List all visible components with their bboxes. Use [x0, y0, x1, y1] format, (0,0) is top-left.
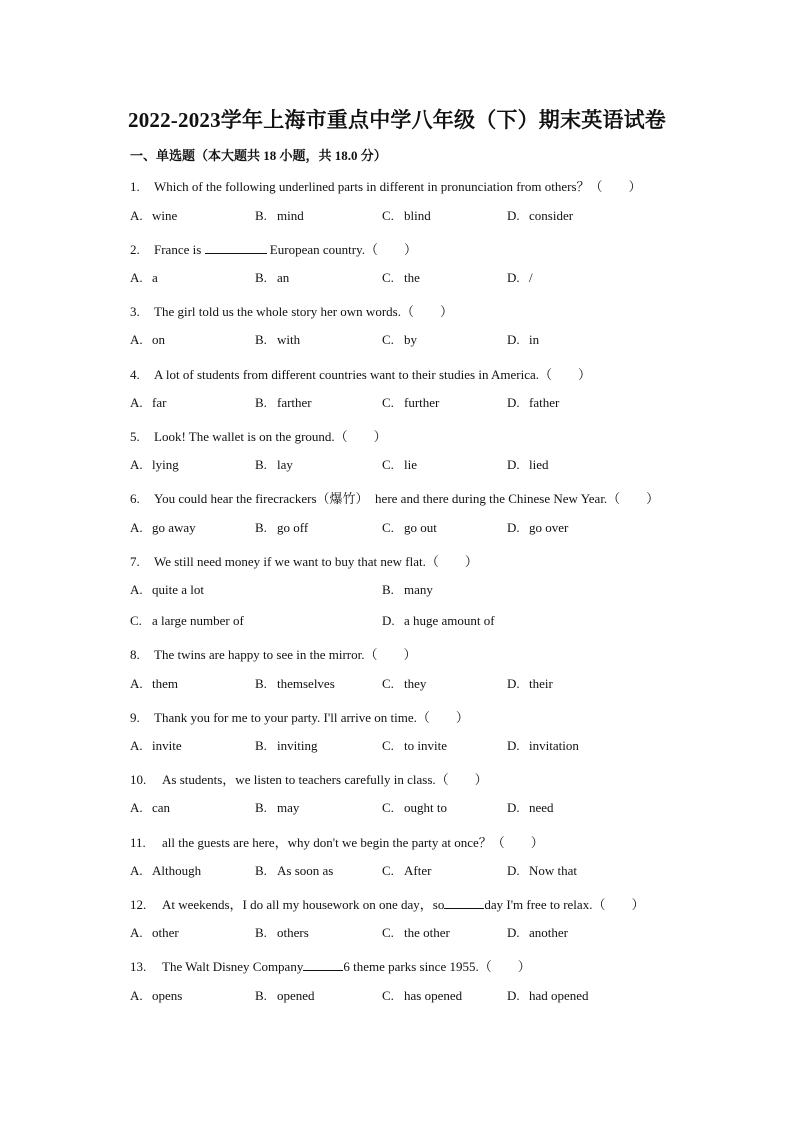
option-c	[382, 988, 462, 1004]
option-label: C.	[382, 988, 394, 1003]
option-label: C.	[382, 332, 394, 347]
option-label: A.	[130, 332, 143, 347]
option-label: A.	[130, 863, 143, 878]
option-label: D.	[507, 332, 520, 347]
question-number: 7.	[130, 554, 140, 569]
option-label: A.	[130, 395, 143, 410]
option-label: D.	[507, 520, 520, 535]
option-text: a large number of	[152, 613, 244, 628]
option-label: A.	[130, 208, 143, 223]
option-label: B.	[255, 395, 267, 410]
option-d	[507, 208, 573, 224]
question-text-after-blank: day I'm free to relax.（ ）	[484, 897, 645, 912]
option-label: B.	[255, 863, 267, 878]
option-label: C.	[382, 863, 394, 878]
option-text: lying	[152, 457, 179, 472]
option-text: an	[277, 270, 290, 285]
option-label: D.	[507, 676, 520, 691]
question-text: The twins are happy to see in the mirror.（ ）	[154, 647, 417, 662]
option-text: can	[152, 800, 171, 815]
question-text: Look! The wallet is on the ground.（ ）	[154, 429, 387, 444]
option-a	[130, 925, 179, 941]
option-text: many	[404, 582, 433, 597]
option-a	[130, 863, 201, 879]
option-text: inviting	[277, 738, 318, 753]
question-number: 9.	[130, 710, 140, 725]
question-text: We still need money if we want to buy that new flat.（ ）	[154, 554, 478, 569]
option-c	[382, 457, 417, 473]
option-label: D.	[507, 457, 520, 472]
question-text: You could hear the firecrackers（爆竹） here and there during the Chinese New Year.（ ）	[154, 491, 660, 506]
option-text: consider	[529, 208, 574, 223]
option-text: the other	[404, 925, 450, 940]
option-text: by	[404, 332, 417, 347]
question-text: all the guests are here，why don't we begin the party at once？（ ）	[162, 835, 544, 850]
option-text: a	[152, 270, 158, 285]
option-text: may	[277, 800, 300, 815]
question-number: 10.	[130, 772, 147, 787]
question-number: 13.	[130, 959, 147, 974]
option-c	[382, 208, 431, 224]
question-2	[130, 239, 417, 258]
question-11	[130, 832, 544, 851]
option-d	[382, 613, 495, 629]
question-4	[130, 364, 591, 383]
option-c	[382, 395, 439, 411]
question-8	[130, 644, 416, 663]
option-label: D.	[507, 925, 520, 940]
option-a	[130, 800, 170, 816]
option-text: them	[152, 676, 178, 691]
question-9	[130, 707, 469, 726]
option-label: D.	[382, 613, 395, 628]
option-label: C.	[382, 800, 394, 815]
option-label: B.	[382, 582, 394, 597]
option-text: had opened	[529, 988, 589, 1003]
option-d	[507, 395, 559, 411]
question-number: 5.	[130, 429, 140, 444]
option-text: with	[277, 332, 301, 347]
option-b	[255, 925, 309, 941]
option-text: need	[529, 800, 554, 815]
option-text: farther	[277, 395, 312, 410]
option-a	[130, 208, 177, 224]
section-heading: 一、单选题（本大题共 18 小题，共 18.0 分）	[130, 148, 387, 163]
option-text: other	[152, 925, 179, 940]
option-d	[507, 520, 568, 536]
option-c	[382, 520, 437, 536]
option-b	[382, 582, 433, 598]
question-number: 2.	[130, 242, 140, 257]
option-label: C.	[382, 457, 394, 472]
option-text: another	[529, 925, 568, 940]
option-c	[130, 613, 244, 629]
option-label: A.	[130, 582, 143, 597]
question-number: 3.	[130, 304, 140, 319]
option-b	[255, 395, 312, 411]
option-d	[507, 800, 554, 816]
option-c	[382, 800, 447, 816]
question-1	[130, 176, 642, 195]
option-label: D.	[507, 988, 520, 1003]
option-text: blind	[404, 208, 431, 223]
option-label: A.	[130, 457, 143, 472]
option-a	[130, 520, 196, 536]
option-text: invite	[152, 738, 182, 753]
question-number: 1.	[130, 179, 140, 194]
option-a	[130, 582, 204, 598]
option-text: go off	[277, 520, 309, 535]
option-text: go over	[529, 520, 569, 535]
option-text: on	[152, 332, 165, 347]
option-text: Although	[152, 863, 202, 878]
option-text: father	[529, 395, 560, 410]
option-text: others	[277, 925, 309, 940]
question-number: 12.	[130, 897, 147, 912]
option-text: quite a lot	[152, 582, 204, 597]
option-label: B.	[255, 925, 267, 940]
option-label: D.	[507, 208, 520, 223]
question-13	[130, 956, 531, 975]
question-text: As students，we listen to teachers carefully in class.（ ）	[162, 772, 488, 787]
question-text-before-blank: France is	[154, 242, 202, 257]
question-number: 6.	[130, 491, 140, 506]
option-label: B.	[255, 738, 267, 753]
option-label: D.	[507, 800, 520, 815]
option-text: mind	[277, 208, 304, 223]
question-text: Which of the following underlined parts in different in pronunciation from others？（ ）	[154, 179, 642, 194]
option-label: B.	[255, 676, 267, 691]
option-label: D.	[507, 395, 520, 410]
option-b	[255, 738, 317, 754]
option-text: they	[404, 676, 427, 691]
question-number: 8.	[130, 647, 140, 662]
question-text-before-blank: The Walt Disney Company	[162, 959, 304, 974]
question-number: 4.	[130, 367, 140, 382]
question-number: 11.	[130, 835, 146, 850]
question-text-before-blank: At weekends，I do all my housework on one day，so	[162, 897, 445, 912]
option-d	[507, 988, 589, 1004]
question-10	[130, 769, 488, 788]
option-text: lied	[529, 457, 549, 472]
question-12	[130, 894, 644, 913]
option-a	[130, 988, 182, 1004]
answer-blank	[303, 958, 343, 971]
question-7	[130, 551, 478, 570]
option-text: opened	[277, 988, 315, 1003]
question-text-after-blank: 6 theme parks since 1955.（ ）	[343, 959, 531, 974]
option-d	[507, 332, 539, 348]
option-text: in	[529, 332, 540, 347]
option-label: B.	[255, 520, 267, 535]
answer-blank	[444, 896, 484, 909]
option-label: A.	[130, 676, 143, 691]
option-text: Now that	[529, 863, 578, 878]
answer-blank	[205, 241, 267, 254]
question-3	[130, 301, 453, 320]
option-a	[130, 738, 182, 754]
option-label: C.	[382, 520, 394, 535]
option-label: B.	[255, 988, 267, 1003]
option-text: wine	[152, 208, 178, 223]
option-a	[130, 270, 158, 286]
option-b	[255, 332, 300, 348]
option-d	[507, 925, 568, 941]
option-label: A.	[130, 988, 143, 1003]
question-6	[130, 488, 659, 507]
option-text: a huge amount of	[404, 613, 495, 628]
option-text: to invite	[404, 738, 447, 753]
option-c	[382, 738, 447, 754]
option-label: C.	[130, 613, 142, 628]
page-title: 2022-2023学年上海市重点中学八年级（下）期末英语试卷	[128, 108, 666, 132]
question-text: The girl told us the whole story her own words.（ ）	[154, 304, 453, 319]
option-c	[382, 863, 431, 879]
option-d	[507, 863, 577, 879]
option-c	[382, 332, 417, 348]
option-label: C.	[382, 208, 394, 223]
option-d	[507, 676, 553, 692]
option-label: A.	[130, 800, 143, 815]
option-a	[130, 676, 178, 692]
option-text: further	[404, 395, 440, 410]
option-text: the	[404, 270, 420, 285]
option-d	[507, 457, 549, 473]
option-label: C.	[382, 676, 394, 691]
option-c	[382, 270, 420, 286]
option-label: C.	[382, 270, 394, 285]
option-label: D.	[507, 738, 520, 753]
option-label: A.	[130, 738, 143, 753]
question-text: A lot of students from different countries want to their studies in America.（ ）	[154, 367, 591, 382]
option-label: B.	[255, 208, 267, 223]
option-b	[255, 988, 315, 1004]
option-text: opens	[152, 988, 183, 1003]
option-text: themselves	[277, 676, 335, 691]
option-label: B.	[255, 800, 267, 815]
option-label: C.	[382, 395, 394, 410]
option-text: has opened	[404, 988, 463, 1003]
option-label: A.	[130, 270, 143, 285]
option-label: B.	[255, 332, 267, 347]
option-label: C.	[382, 925, 394, 940]
option-b	[255, 863, 333, 879]
option-text: /	[529, 270, 533, 285]
option-text: lie	[404, 457, 417, 472]
option-c	[382, 925, 450, 941]
option-b	[255, 457, 293, 473]
option-d	[507, 270, 533, 286]
option-b	[255, 520, 308, 536]
option-b	[255, 676, 335, 692]
option-text: go out	[404, 520, 437, 535]
question-5	[130, 426, 387, 445]
option-c	[382, 676, 426, 692]
option-label: C.	[382, 738, 394, 753]
option-label: D.	[507, 270, 520, 285]
question-text-after-blank: European country.（ ）	[269, 242, 417, 257]
option-b	[255, 270, 289, 286]
option-text: ought to	[404, 800, 447, 815]
option-label: A.	[130, 925, 143, 940]
option-text: As soon as	[277, 863, 334, 878]
option-label: A.	[130, 520, 143, 535]
option-d	[507, 738, 579, 754]
option-a	[130, 332, 165, 348]
question-text: Thank you for me to your party. I'll arrive on time.（ ）	[154, 710, 469, 725]
option-label: B.	[255, 457, 267, 472]
option-text: invitation	[529, 738, 579, 753]
option-text: far	[152, 395, 167, 410]
option-text: After	[404, 863, 432, 878]
option-text: lay	[277, 457, 293, 472]
option-label: D.	[507, 863, 520, 878]
option-a	[130, 395, 166, 411]
option-label: B.	[255, 270, 267, 285]
option-b	[255, 208, 304, 224]
option-text: their	[529, 676, 553, 691]
option-b	[255, 800, 299, 816]
option-text: go away	[152, 520, 196, 535]
option-a	[130, 457, 179, 473]
